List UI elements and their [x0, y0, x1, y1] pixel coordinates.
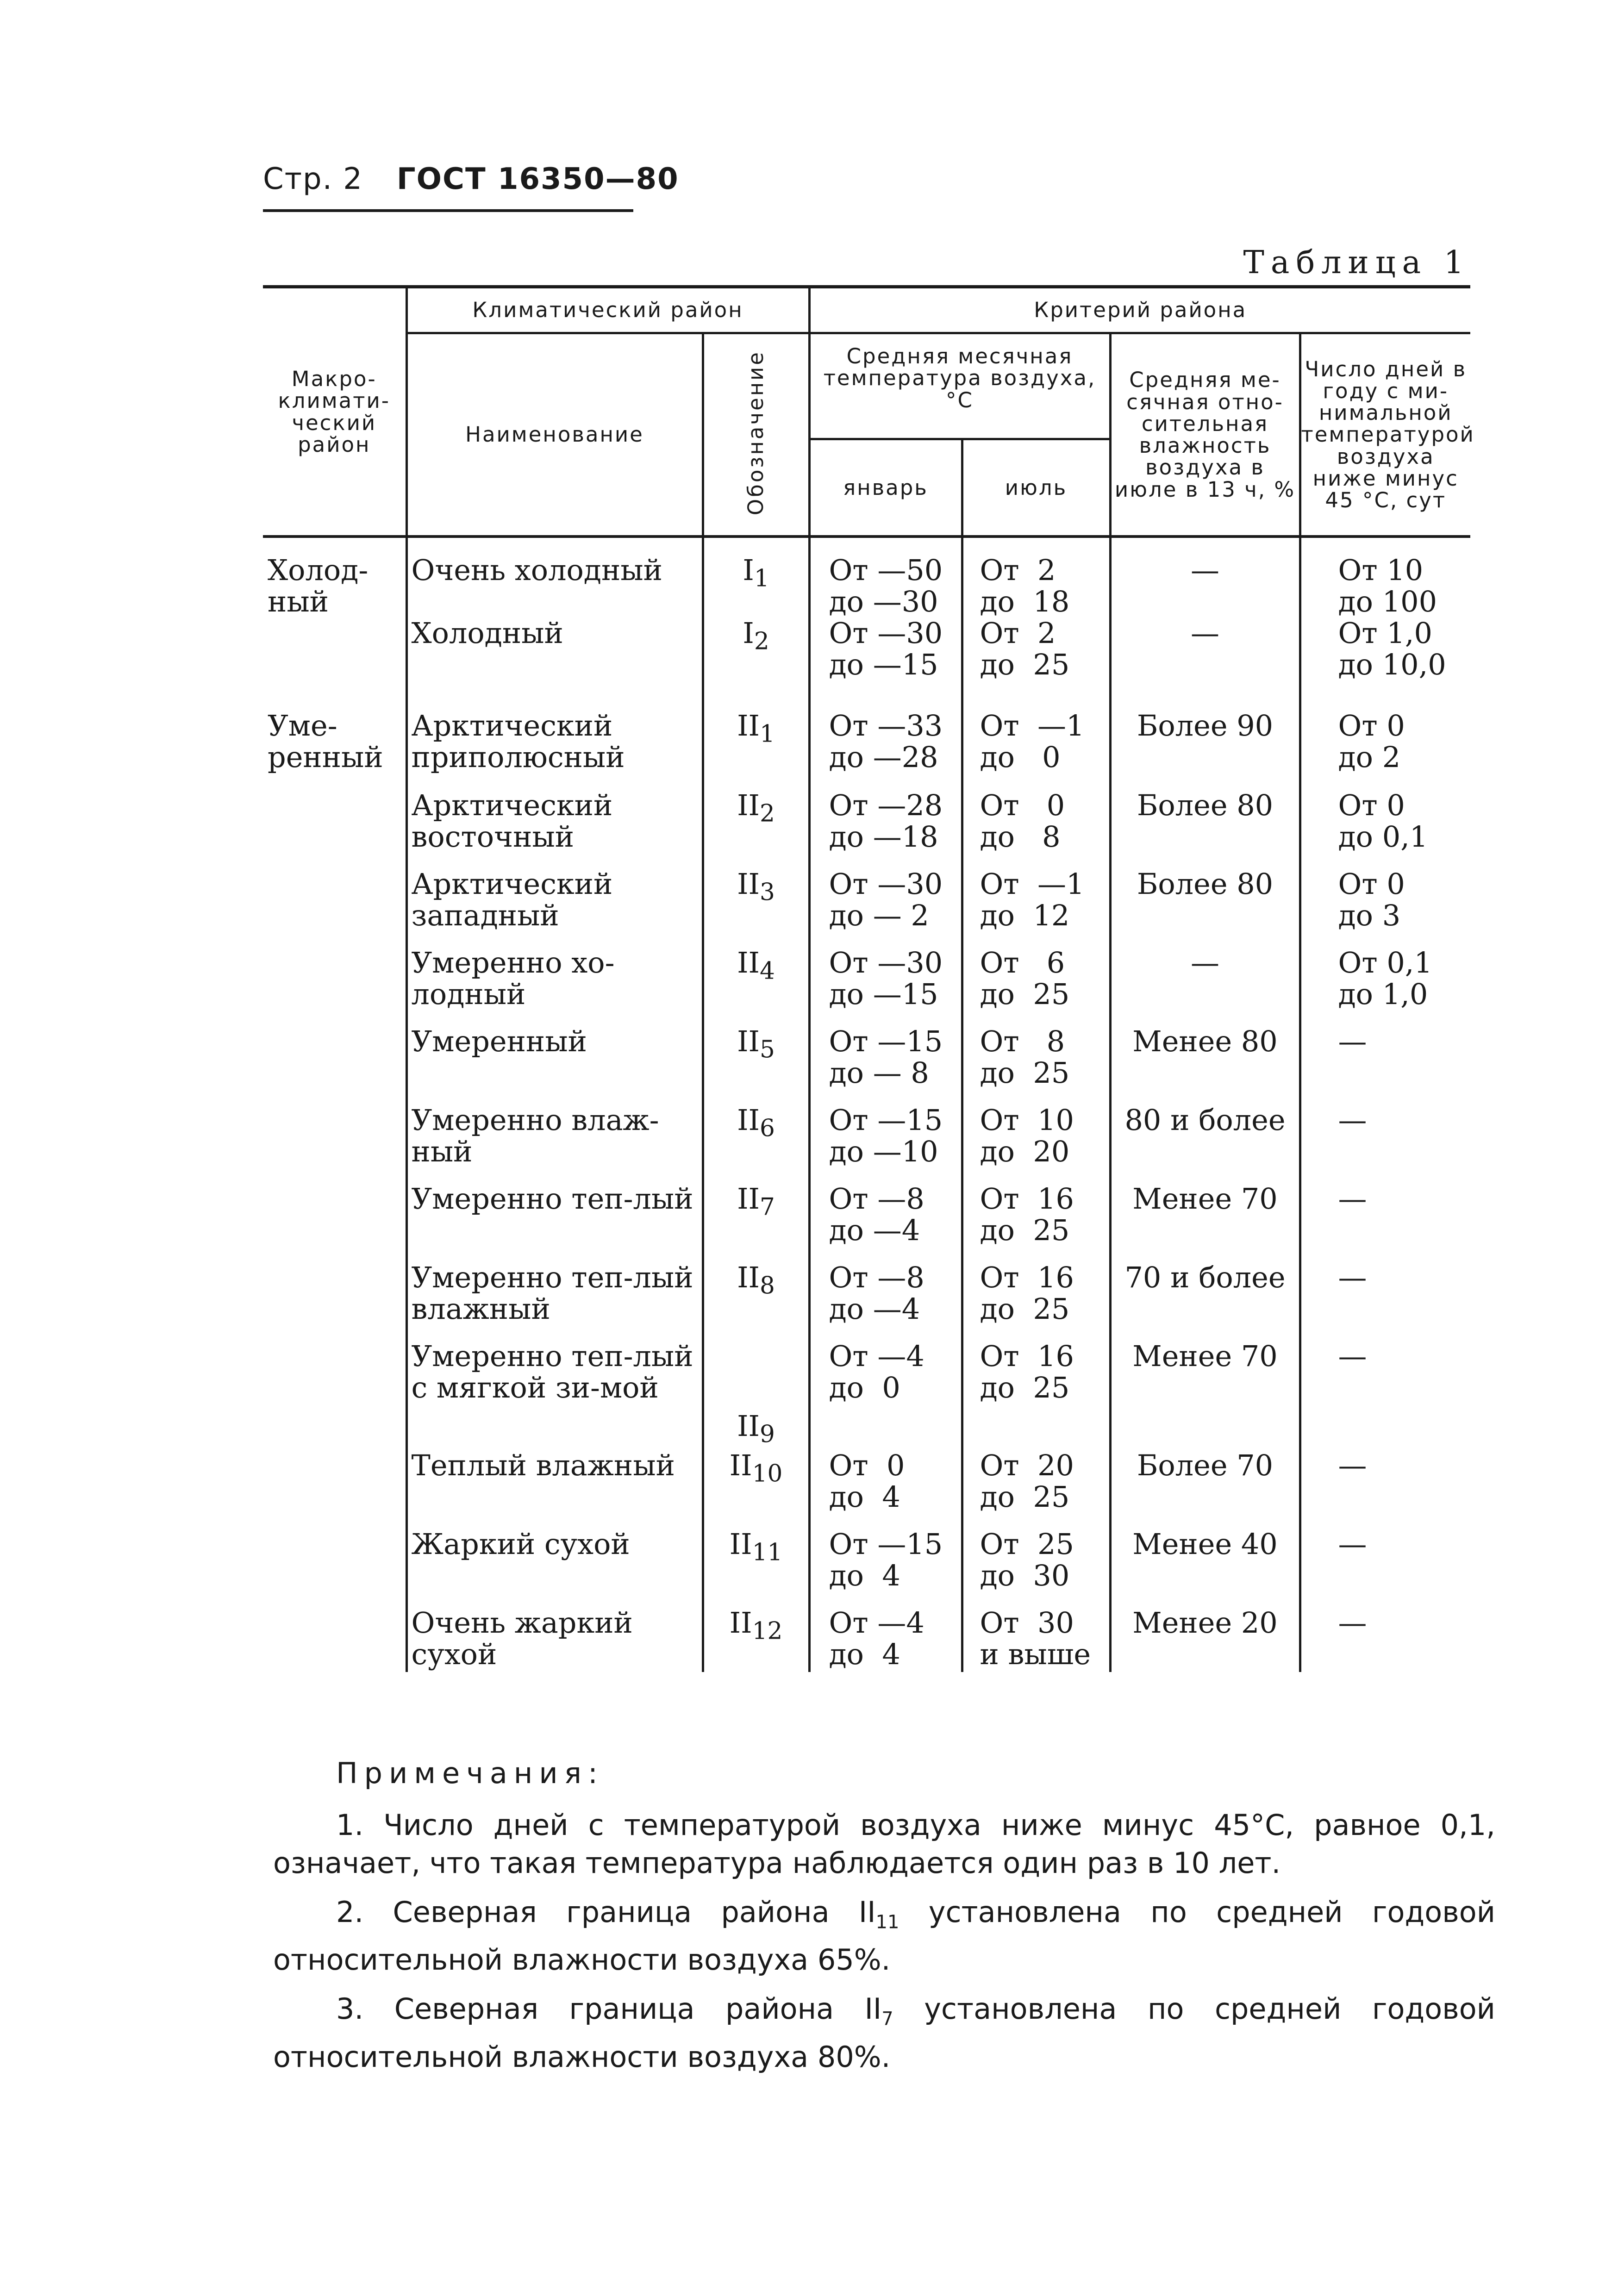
july-cell: От 25 до 30 — [962, 1529, 1110, 1607]
col-climatic-region: Климатический район — [406, 287, 809, 333]
table-row — [263, 947, 1470, 1026]
table-row — [263, 710, 1470, 790]
table-label: Таблица 1 — [1243, 244, 1470, 281]
humidity-cell: — — [1110, 537, 1300, 618]
humidity-cell: 80 и более — [1110, 1104, 1300, 1183]
july-cell: От 30 и выше — [962, 1607, 1110, 1672]
days-cell: От 0 до 2 — [1300, 710, 1470, 790]
january-cell: От —4 до 4 — [809, 1607, 962, 1672]
col-macro-region: Макро-климати-ческий район — [263, 287, 406, 537]
july-cell: От —1 до 12 — [962, 868, 1110, 947]
humidity-cell: — — [1110, 618, 1300, 710]
table-row — [263, 618, 1470, 710]
macro-cell — [263, 1529, 406, 1607]
name-cell: Умеренно теп-лый с мягкой зи-мой — [406, 1341, 703, 1450]
header-rule — [263, 209, 633, 212]
table-row — [263, 1450, 1470, 1529]
code-cell: $II_5$ — [703, 1026, 809, 1104]
macro-cell — [263, 1341, 406, 1450]
days-cell: От 1,0 до 10,0 — [1300, 618, 1470, 710]
name-cell: Холодный — [406, 618, 703, 710]
code-cell: $II_{11}$ — [703, 1529, 809, 1607]
name-cell: Жаркий сухой — [406, 1529, 703, 1607]
humidity-cell: Более 80 — [1110, 790, 1300, 868]
name-cell: Умеренно хо-лодный — [406, 947, 703, 1026]
humidity-cell: Более 70 — [1110, 1450, 1300, 1529]
col-name: Наименование — [406, 333, 703, 537]
code-cell: $I_2$ — [703, 618, 809, 710]
january-cell: От —8 до —4 — [809, 1262, 962, 1341]
january-cell: От —30 до —15 — [809, 947, 962, 1026]
table-row — [263, 1262, 1470, 1341]
january-cell: От —15 до 4 — [809, 1529, 962, 1607]
macro-cell: Уме-ренный — [268, 709, 383, 774]
macro-cell — [263, 1104, 406, 1183]
name-cell: Очень холодный — [406, 537, 703, 618]
table-row — [263, 1607, 1470, 1672]
days-cell: — — [1300, 1026, 1470, 1104]
january-cell: От 0 до 4 — [809, 1450, 962, 1529]
humidity-cell: Менее 20 — [1110, 1607, 1300, 1672]
days-cell: От 0 до 3 — [1300, 868, 1470, 947]
name-cell: Умеренно теп-лый — [406, 1183, 703, 1262]
col-cold-days: Число дней в году с ми-нимальной температурой воздуха ниже минус 45 °С, сут — [1300, 333, 1470, 537]
july-cell: От 8 до 25 — [962, 1026, 1110, 1104]
macro-cell — [263, 1026, 406, 1104]
days-cell: От 0,1 до 1,0 — [1300, 947, 1470, 1026]
table-row — [263, 1104, 1470, 1183]
code-cell: $II_8$ — [703, 1262, 809, 1341]
macro-cell — [263, 868, 406, 947]
code-cell: $II_7$ — [703, 1183, 809, 1262]
col-january: январь — [809, 439, 962, 537]
notes-section — [273, 1754, 1495, 2087]
july-cell: От 20 до 25 — [962, 1450, 1110, 1529]
table-row — [263, 790, 1470, 868]
code-cell: $I_1$ — [703, 537, 809, 618]
col-code-label: Обозначение — [743, 350, 768, 515]
code-cell: $II_6$ — [703, 1104, 809, 1183]
name-cell: Арктический западный — [406, 868, 703, 947]
name-cell: Арктический восточный — [406, 790, 703, 868]
january-cell: От —28 до —18 — [809, 790, 962, 868]
days-cell: От 0 до 0,1 — [1300, 790, 1470, 868]
table-row — [263, 868, 1470, 947]
july-cell: От 16 до 25 — [962, 1262, 1110, 1341]
july-cell: От 2 до 25 — [962, 618, 1110, 710]
days-cell: — — [1300, 1262, 1470, 1341]
page-header — [263, 162, 679, 196]
col-region-criterion: Критерий района — [809, 287, 1470, 333]
july-cell: От —1 до 0 — [962, 710, 1110, 790]
days-cell: — — [1300, 1183, 1470, 1262]
july-cell: От 10 до 20 — [962, 1104, 1110, 1183]
days-cell: — — [1300, 1607, 1470, 1672]
macro-cell — [263, 790, 406, 868]
macro-cell — [263, 1450, 406, 1529]
days-cell: — — [1300, 1450, 1470, 1529]
note-3: 3. Северная граница района $II_7$ установлена по средней годовой относительной влажности воздуха 80%. — [273, 1992, 1495, 2074]
days-cell: — — [1300, 1529, 1470, 1607]
days-cell: От 10 до 100 — [1300, 537, 1470, 618]
table-row — [263, 1341, 1470, 1450]
january-cell: От —50 до —30 — [809, 537, 962, 618]
days-cell: — — [1300, 1341, 1470, 1450]
january-cell: От —15 до —10 — [809, 1104, 962, 1183]
code-cell: $II_{10}$ — [703, 1450, 809, 1529]
name-cell: Умеренно влаж-ный — [406, 1104, 703, 1183]
humidity-cell: Более 90 — [1110, 710, 1300, 790]
table-row — [263, 1026, 1470, 1104]
table-row — [263, 537, 1470, 618]
page-number: Стр. 2 — [263, 162, 363, 196]
july-cell: От 16 до 25 — [962, 1341, 1110, 1450]
macro-cell — [263, 1262, 406, 1341]
january-cell: От —8 до —4 — [809, 1183, 962, 1262]
january-cell: От —4 до 0 — [809, 1341, 962, 1450]
code-cell: $II_{12}$ — [703, 1607, 809, 1672]
climate-table — [263, 285, 1475, 1672]
macro-cell — [263, 1607, 406, 1672]
january-cell: От —33 до —28 — [809, 710, 962, 790]
january-cell: От —30 до — 2 — [809, 868, 962, 947]
january-cell: От —15 до — 8 — [809, 1026, 962, 1104]
macro-cell — [263, 947, 406, 1026]
humidity-cell: 70 и более — [1110, 1262, 1300, 1341]
table-row — [263, 1183, 1470, 1262]
humidity-cell: Менее 80 — [1110, 1026, 1300, 1104]
january-cell: От —30 до —15 — [809, 618, 962, 710]
humidity-cell: — — [1110, 947, 1300, 1026]
july-cell: От 0 до 8 — [962, 790, 1110, 868]
name-cell: Умеренный — [406, 1026, 703, 1104]
name-cell: Умеренно теп-лый влажный — [406, 1262, 703, 1341]
july-cell: От 2 до 18 — [962, 537, 1110, 618]
document-code: ГОСТ 16350—80 — [396, 162, 679, 196]
col-mean-temperature: Средняя месячная температура воздуха, °С — [809, 333, 1110, 439]
col-humidity: Средняя ме-сячная отно-сительная влажность воздуха в июле в 13 ч, % — [1110, 333, 1300, 537]
code-cell: $II_1$ — [703, 710, 809, 790]
macro-cell — [263, 1183, 406, 1262]
name-cell: Арктический приполюсный — [406, 710, 703, 790]
code-cell: $II_9$ — [703, 1341, 809, 1450]
table-row — [263, 1529, 1470, 1607]
col-july: июль — [962, 439, 1110, 537]
macro-cell — [263, 618, 406, 710]
code-cell: $II_2$ — [703, 790, 809, 868]
code-cell: $II_4$ — [703, 947, 809, 1026]
note-1: 1. Число дней с температурой воздуха ниже минус 45°С, равное 0,1, означает, что такая температура наблюдается один раз в 10 лет. — [273, 1808, 1495, 1880]
code-cell: $II_3$ — [703, 868, 809, 947]
note-2: 2. Северная граница района $II_{11}$ установлена по средней годовой относительной влажности воздуха 65%. — [273, 1895, 1495, 1977]
humidity-cell: Менее 70 — [1110, 1341, 1300, 1450]
name-cell: Теплый влажный — [406, 1450, 703, 1529]
humidity-cell: Менее 70 — [1110, 1183, 1300, 1262]
name-cell: Очень жаркий сухой — [406, 1607, 703, 1672]
col-code — [703, 333, 809, 537]
humidity-cell: Менее 40 — [1110, 1529, 1300, 1607]
july-cell: От 6 до 25 — [962, 947, 1110, 1026]
macro-cell: Холод-ный — [268, 553, 369, 618]
july-cell: От 16 до 25 — [962, 1183, 1110, 1262]
days-cell: — — [1300, 1104, 1470, 1183]
humidity-cell: Более 80 — [1110, 868, 1300, 947]
notes-title: Примечания: — [336, 1756, 604, 1790]
